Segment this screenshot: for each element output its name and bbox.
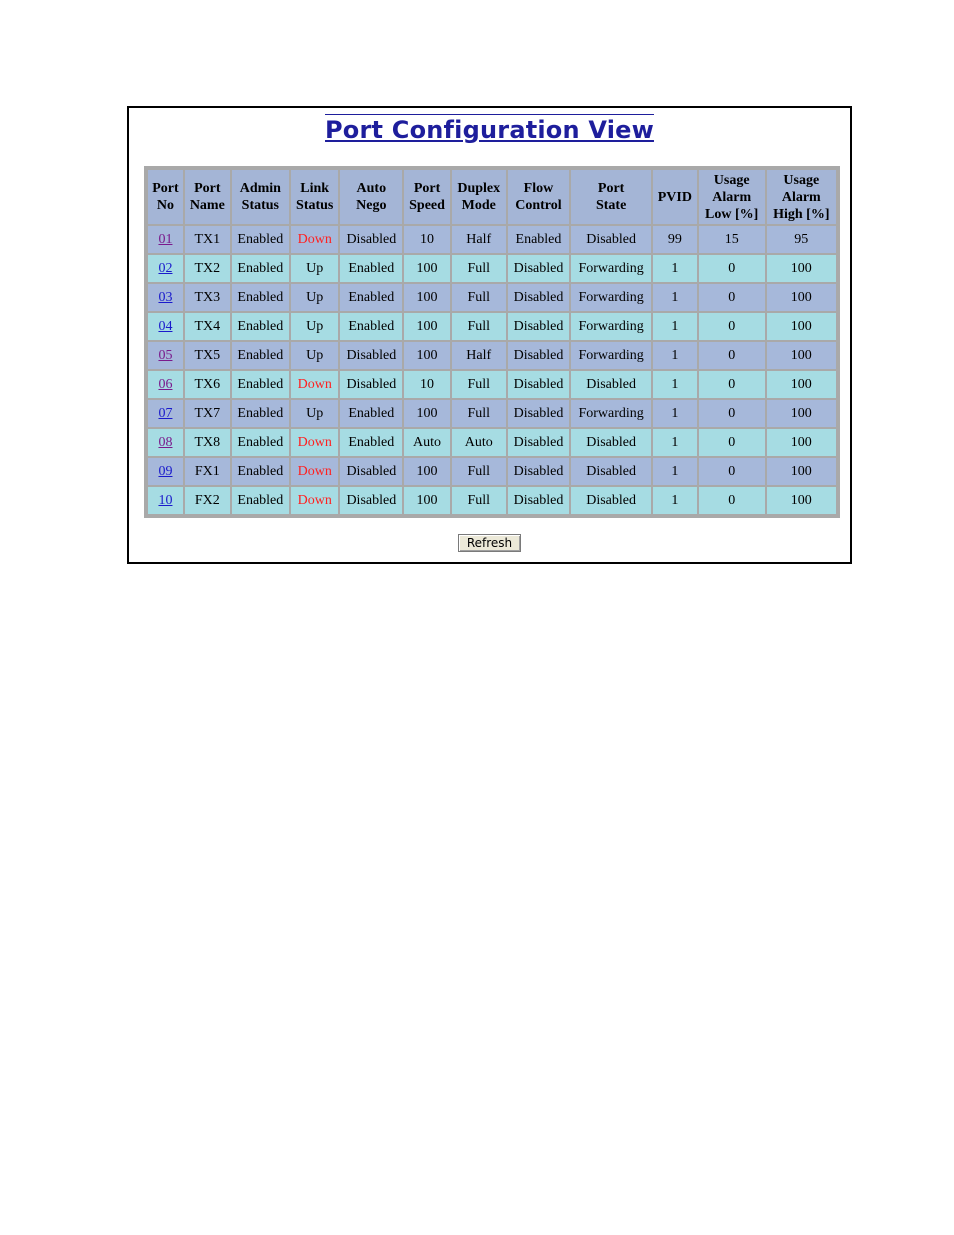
cell-value: 0 <box>728 376 736 392</box>
cell-value: Disabled <box>586 463 636 479</box>
port-link[interactable]: 10 <box>158 492 173 508</box>
port-table <box>146 168 838 516</box>
cell-admin <box>232 429 289 456</box>
cell-admin <box>232 458 289 485</box>
cell-port <box>148 429 183 456</box>
cell-value: Auto <box>464 434 493 450</box>
cell-value: Forwarding <box>578 289 644 305</box>
column-header-line: Admin <box>239 181 281 196</box>
cell-link <box>291 429 338 456</box>
cell-state <box>571 313 651 340</box>
cell-speed <box>404 313 450 340</box>
cell-low <box>699 400 765 427</box>
cell-name <box>185 255 230 282</box>
cell-nego <box>340 371 402 398</box>
link-status-value: Down <box>297 376 332 392</box>
cell-duplex <box>452 487 506 514</box>
cell-state <box>571 429 651 456</box>
cell-flow <box>508 313 570 340</box>
cell-value: Disabled <box>586 434 636 450</box>
cell-value: 1 <box>671 434 679 450</box>
cell-nego <box>340 284 402 311</box>
cell-value: 0 <box>728 434 736 450</box>
cell-value: 100 <box>790 347 812 363</box>
table-row <box>148 255 836 282</box>
cell-value: TX2 <box>194 260 221 276</box>
cell-high <box>767 255 836 282</box>
cell-value: 1 <box>671 318 679 334</box>
cell-value: 95 <box>794 231 809 247</box>
cell-low <box>699 429 765 456</box>
cell-duplex <box>452 342 506 369</box>
table-row <box>148 284 836 311</box>
cell-high <box>767 226 836 253</box>
cell-value: Disabled <box>346 376 397 392</box>
table-row <box>148 429 836 456</box>
column-header-line: Usage <box>783 172 820 188</box>
cell-admin <box>232 313 289 340</box>
cell-value: TX8 <box>194 434 221 450</box>
port-link[interactable]: 07 <box>158 405 173 421</box>
cell-nego <box>340 226 402 253</box>
cell-value: Enabled <box>237 260 284 276</box>
cell-value: Forwarding <box>578 405 644 421</box>
cell-link <box>291 284 338 311</box>
cell-value: 100 <box>416 347 438 363</box>
cell-nego <box>340 487 402 514</box>
cell-flow <box>508 487 570 514</box>
cell-admin <box>232 371 289 398</box>
column-header-line: Status <box>241 198 280 213</box>
cell-value: 1 <box>671 347 679 363</box>
cell-nego <box>340 458 402 485</box>
cell-value: 100 <box>416 289 438 305</box>
cell-speed <box>404 458 450 485</box>
title-container <box>129 114 850 144</box>
column-header-line: Flow <box>523 181 554 196</box>
cell-value: Enabled <box>237 318 284 334</box>
cell-value: 1 <box>671 376 679 392</box>
cell-value: 100 <box>790 289 812 305</box>
cell-value: 100 <box>790 260 812 276</box>
cell-flow <box>508 371 570 398</box>
cell-value: Disabled <box>346 463 397 479</box>
port-link[interactable]: 02 <box>158 260 173 276</box>
column-header-line: High [%] <box>773 206 830 222</box>
cell-value: Enabled <box>237 434 284 450</box>
column-header-line: Link <box>300 181 330 196</box>
cell-value: 15 <box>724 231 739 247</box>
cell-value: 1 <box>671 405 679 421</box>
cell-high <box>767 342 836 369</box>
cell-duplex <box>452 226 506 253</box>
cell-nego <box>340 255 402 282</box>
cell-link <box>291 400 338 427</box>
column-header-line: Port <box>152 181 179 196</box>
cell-speed <box>404 429 450 456</box>
column-header-line: No <box>156 198 175 213</box>
cell-name <box>185 226 230 253</box>
cell-value: 1 <box>671 289 679 305</box>
cell-value: 100 <box>416 260 438 276</box>
column-header-line: Alarm <box>781 189 821 205</box>
column-header <box>452 170 506 224</box>
cell-high <box>767 371 836 398</box>
cell-duplex <box>452 313 506 340</box>
cell-value: Full <box>467 463 491 479</box>
cell-pvid <box>653 371 697 398</box>
cell-flow <box>508 284 570 311</box>
cell-high <box>767 400 836 427</box>
cell-state <box>571 400 651 427</box>
cell-value: TX6 <box>194 376 221 392</box>
column-header <box>291 170 338 224</box>
cell-value: TX7 <box>194 405 221 421</box>
cell-nego <box>340 429 402 456</box>
link-status-value: Up <box>306 405 324 421</box>
cell-value: Enabled <box>237 492 284 508</box>
cell-value: Disabled <box>586 376 636 392</box>
link-status-value: Up <box>306 347 324 363</box>
column-header-line: Control <box>515 198 562 213</box>
cell-name <box>185 284 230 311</box>
cell-name <box>185 400 230 427</box>
cell-nego <box>340 342 402 369</box>
cell-admin <box>232 487 289 514</box>
column-header-line: Status <box>296 198 334 213</box>
column-header-line: Low [%] <box>705 206 759 222</box>
port-table-container <box>144 166 840 518</box>
cell-value: Enabled <box>348 318 395 334</box>
cell-value: Disabled <box>513 289 564 305</box>
cell-name <box>185 429 230 456</box>
cell-value: TX5 <box>194 347 221 363</box>
cell-pvid <box>653 458 697 485</box>
cell-value: Disabled <box>513 405 564 421</box>
cell-admin <box>232 226 289 253</box>
cell-pvid <box>653 226 697 253</box>
cell-state <box>571 371 651 398</box>
cell-link <box>291 371 338 398</box>
column-header <box>508 170 570 224</box>
cell-state <box>571 284 651 311</box>
column-header-line: Duplex <box>457 181 501 196</box>
cell-port <box>148 371 183 398</box>
cell-value: 100 <box>790 405 812 421</box>
cell-value: 100 <box>790 376 812 392</box>
cell-name <box>185 342 230 369</box>
link-status-value: Up <box>306 318 324 334</box>
cell-value: Full <box>467 492 491 508</box>
cell-value: Enabled <box>237 289 284 305</box>
table-row <box>148 313 836 340</box>
cell-value: 1 <box>671 260 679 276</box>
cell-value: Enabled <box>348 434 395 450</box>
cell-value: FX1 <box>194 463 220 479</box>
column-header-line: Port <box>597 181 625 196</box>
cell-duplex <box>452 284 506 311</box>
cell-value: Disabled <box>513 260 564 276</box>
column-header-line: Auto <box>356 181 387 196</box>
cell-low <box>699 458 765 485</box>
cell-state <box>571 226 651 253</box>
cell-pvid <box>653 284 697 311</box>
cell-value: Enabled <box>348 405 395 421</box>
cell-port <box>148 487 183 514</box>
cell-value: Half <box>466 347 492 363</box>
table-row <box>148 371 836 398</box>
cell-value: Disabled <box>586 231 636 247</box>
cell-name <box>185 458 230 485</box>
cell-value: Disabled <box>513 318 564 334</box>
cell-value: 0 <box>728 318 736 334</box>
column-header-line: PVID <box>657 189 692 205</box>
cell-speed <box>404 371 450 398</box>
port-link[interactable]: 08 <box>158 434 173 450</box>
cell-value: 100 <box>790 492 812 508</box>
table-row <box>148 487 836 514</box>
cell-admin <box>232 342 289 369</box>
page-title: Port Configuration View <box>325 116 654 144</box>
cell-low <box>699 487 765 514</box>
cell-value: 100 <box>790 463 812 479</box>
cell-value: Forwarding <box>578 260 644 276</box>
table-row <box>148 458 836 485</box>
port-link[interactable]: 09 <box>158 463 173 479</box>
cell-value: 10 <box>420 376 435 392</box>
cell-value: 10 <box>420 231 435 247</box>
cell-low <box>699 371 765 398</box>
cell-value: Disabled <box>346 347 397 363</box>
cell-value: Full <box>467 289 491 305</box>
column-header-line: Port <box>194 181 221 196</box>
port-link[interactable]: 03 <box>158 289 173 305</box>
cell-value: Enabled <box>237 231 284 247</box>
cell-value: Enabled <box>237 376 284 392</box>
table-row <box>148 226 836 253</box>
link-status-value: Down <box>297 492 332 508</box>
cell-speed <box>404 400 450 427</box>
cell-admin <box>232 255 289 282</box>
cell-low <box>699 342 765 369</box>
cell-link <box>291 255 338 282</box>
cell-value: Disabled <box>346 492 397 508</box>
cell-state <box>571 458 651 485</box>
cell-flow <box>508 255 570 282</box>
cell-value: 100 <box>416 318 438 334</box>
column-header-line: Nego <box>356 198 387 213</box>
cell-high <box>767 429 836 456</box>
cell-value: Auto <box>413 434 442 450</box>
link-status-value: Up <box>306 289 324 305</box>
cell-high <box>767 284 836 311</box>
table-header-row <box>148 170 836 224</box>
cell-pvid <box>653 400 697 427</box>
column-header-line: Alarm <box>712 189 752 205</box>
cell-low <box>699 313 765 340</box>
cell-state <box>571 255 651 282</box>
cell-name <box>185 313 230 340</box>
cell-pvid <box>653 255 697 282</box>
cell-value: TX4 <box>194 318 221 334</box>
cell-value: 100 <box>790 434 812 450</box>
column-header <box>340 170 402 224</box>
cell-value: Full <box>467 318 491 334</box>
cell-port <box>148 400 183 427</box>
cell-pvid <box>653 429 697 456</box>
cell-name <box>185 371 230 398</box>
cell-port <box>148 458 183 485</box>
cell-value: 0 <box>728 405 736 421</box>
cell-duplex <box>452 429 506 456</box>
cell-value: Disabled <box>513 463 564 479</box>
column-header-line: State <box>595 198 627 213</box>
cell-flow <box>508 458 570 485</box>
link-status-value: Down <box>297 434 332 450</box>
column-header <box>232 170 289 224</box>
cell-link <box>291 342 338 369</box>
cell-speed <box>404 284 450 311</box>
cell-value: Disabled <box>513 376 564 392</box>
cell-port <box>148 342 183 369</box>
cell-port <box>148 313 183 340</box>
cell-value: 0 <box>728 492 736 508</box>
cell-value: 100 <box>416 463 438 479</box>
cell-flow <box>508 342 570 369</box>
cell-value: Disabled <box>586 492 636 508</box>
cell-low <box>699 255 765 282</box>
cell-state <box>571 342 651 369</box>
cell-link <box>291 458 338 485</box>
port-link[interactable]: 01 <box>158 231 173 247</box>
port-link[interactable]: 04 <box>158 318 173 334</box>
cell-value: Disabled <box>513 434 564 450</box>
cell-value: Disabled <box>346 231 397 247</box>
cell-value: Enabled <box>348 289 395 305</box>
cell-speed <box>404 226 450 253</box>
cell-port <box>148 255 183 282</box>
cell-value: 0 <box>728 260 736 276</box>
column-header <box>699 170 765 224</box>
link-status-value: Down <box>297 231 332 247</box>
cell-value: 0 <box>728 289 736 305</box>
column-header <box>767 170 836 224</box>
cell-value: Enabled <box>237 347 284 363</box>
link-status-value: Down <box>297 463 332 479</box>
cell-value: Forwarding <box>578 347 644 363</box>
cell-port <box>148 226 183 253</box>
port-link[interactable]: 06 <box>158 376 173 392</box>
cell-speed <box>404 487 450 514</box>
column-header <box>185 170 230 224</box>
column-header-line: Name <box>189 198 225 213</box>
cell-value: Full <box>467 405 491 421</box>
table-body <box>148 226 836 514</box>
column-header <box>404 170 450 224</box>
cell-value: TX3 <box>194 289 221 305</box>
table-row <box>148 342 836 369</box>
cell-duplex <box>452 400 506 427</box>
cell-pvid <box>653 313 697 340</box>
cell-link <box>291 487 338 514</box>
cell-duplex <box>452 458 506 485</box>
column-header <box>571 170 651 224</box>
cell-value: Forwarding <box>578 318 644 334</box>
cell-value: Enabled <box>237 405 284 421</box>
cell-high <box>767 458 836 485</box>
column-header <box>653 170 697 224</box>
cell-value: Half <box>466 231 492 247</box>
cell-value: 1 <box>671 463 679 479</box>
cell-name <box>185 487 230 514</box>
cell-low <box>699 284 765 311</box>
cell-flow <box>508 226 570 253</box>
cell-link <box>291 226 338 253</box>
cell-port <box>148 284 183 311</box>
cell-value: 1 <box>671 492 679 508</box>
cell-admin <box>232 400 289 427</box>
cell-value: 100 <box>416 405 438 421</box>
column-header-line: Port <box>413 181 441 196</box>
column-header <box>148 170 183 224</box>
cell-low <box>699 226 765 253</box>
cell-pvid <box>653 342 697 369</box>
cell-pvid <box>653 487 697 514</box>
cell-value: Full <box>467 376 491 392</box>
cell-nego <box>340 313 402 340</box>
cell-duplex <box>452 255 506 282</box>
cell-admin <box>232 284 289 311</box>
cell-value: 0 <box>728 463 736 479</box>
cell-nego <box>340 400 402 427</box>
cell-state <box>571 487 651 514</box>
cell-speed <box>404 255 450 282</box>
cell-high <box>767 313 836 340</box>
cell-value: Enabled <box>237 463 284 479</box>
cell-value: Full <box>467 260 491 276</box>
cell-flow <box>508 429 570 456</box>
cell-flow <box>508 400 570 427</box>
refresh-button[interactable]: Refresh <box>458 534 521 552</box>
port-config-panel <box>127 106 852 564</box>
cell-value: Disabled <box>513 492 564 508</box>
cell-value: Enabled <box>348 260 395 276</box>
cell-value: 100 <box>790 318 812 334</box>
cell-value: 99 <box>667 231 682 247</box>
cell-value: Enabled <box>515 231 562 247</box>
cell-value: FX2 <box>194 492 220 508</box>
cell-value: 0 <box>728 347 736 363</box>
button-bar <box>129 534 850 552</box>
column-header-line: Mode <box>461 198 496 213</box>
cell-high <box>767 487 836 514</box>
cell-value: TX1 <box>194 231 221 247</box>
cell-speed <box>404 342 450 369</box>
cell-value: Disabled <box>513 347 564 363</box>
column-header-line: Speed <box>409 198 445 213</box>
column-header-line: Usage <box>713 172 750 188</box>
link-status-value: Up <box>306 260 324 276</box>
cell-value: 100 <box>416 492 438 508</box>
cell-duplex <box>452 371 506 398</box>
cell-link <box>291 313 338 340</box>
table-row <box>148 400 836 427</box>
port-link[interactable]: 05 <box>158 347 173 363</box>
